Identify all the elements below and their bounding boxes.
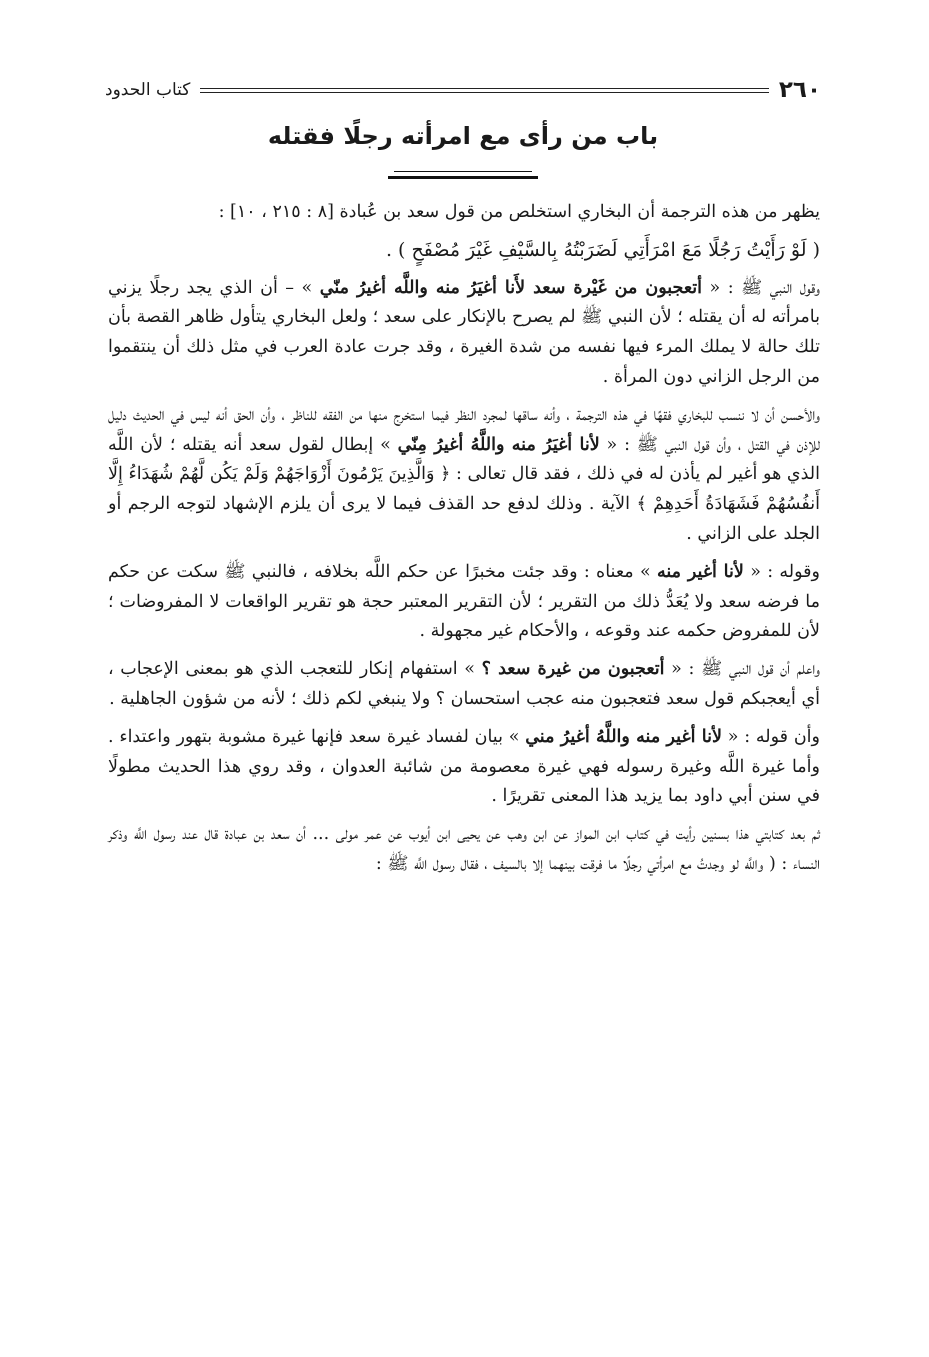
hadith-quote: أتعجبون من غَيْرة سعد لأَنا أغيَرُ منه واللَّه أغيرُ منّي [319,277,703,298]
text-run: ثم بعد كتابتي هذا بسنين رأيت في كتاب ابن المواز عن ابن وهب عن يحيى ابن أيوب عن عمر مولى ... أن سعد بن عبادة قال عند رسول اللَّه وذكر النساء : ( واللَّه لو وجدتُ مع امرأتي رجلًا ما فرقت بينهما إلا بالسيف ، فقال رسول اللَّه ﷺ : [108,824,820,874]
text-run: وقول النبي ﷺ : « [702,277,820,298]
hadith-quote: لأنا أغيَرُ منه واللَّهُ أغيرُ مِنّي [397,434,600,455]
chapter-title: باب من رأى مع امرأته رجلًا فقتله [267,122,659,150]
quoted-hadith [108,236,820,266]
paragraph [108,274,820,393]
hadith-quote: لأنا أغير منه [657,561,744,582]
text-run: » معناه : وقد جئت مخبرًا عن حكم اللَّه بخلافه ، فالنبي ﷺ سكت عن حكم ما فرضه سعد ولا يُعَدُّ ذلك من التقرير ؛ لأن التقرير المعتبر حجة هو تقرير الواقعات لا المفروضات ؛ لأن للمفروض حكمه عند وقوعه ، والأحكام غير مجهولة . [108,561,820,642]
paragraph [108,198,820,228]
title-underline [388,176,538,179]
text-run: » – أن الذي يجد رجلًا يزني بامرأته له أن يقتله ؛ لأن النبي ﷺ لم يصرح بالإنكار على سعد ؛ ولعل البخاري يتأول ظاهر القصة بأن تلك حالة لا يملك المرء فيها نفسه من شدة الغيرة ، وقد جرت عادة العرب في مثل ذلك أن ينتقموا من الرجل الزاني دون المرأة . [108,277,820,387]
page-number: ٢٦٠ [778,77,821,103]
paragraph [108,723,820,812]
hadith-quote: أتعجبون من غيرة سعد ؟ [481,659,665,680]
paragraph [108,558,820,647]
header-rule [200,88,768,93]
paragraph [108,401,820,550]
text-run: وأن قوله : « [721,726,820,747]
text-run: وقوله : « [743,561,820,582]
text-run: ( لَوْ رَأَيْتُ رَجُلًا مَعَ امْرَأَتِي لَضَرَبْتُهُ بِالسَّيْفِ غَيْرَ مُصْفَحٍ ) . [385,238,820,261]
paragraph [108,820,820,880]
running-title: كتاب الحدود [105,80,191,100]
hadith-quote: لأنا أغير منه واللَّهُ أغيرُ مني [525,726,722,747]
text-run: » استفهام إنكار للتعجب الذي هو بمعنى الإعجاب ، أي أيعجبكم قول سعد فتعجبون منه عجب استحسان ؟ ولا ينبغي لكم ذلك ؛ لأنه من شؤون الجاهلية . [108,659,820,709]
text-run: » بيان لفساد غيرة سعد فإنها غيرة مشوبة بتهور واعتداء . وأما غيرة اللَّه وغيرة رسوله فهي غيرة معصومة من شائبة العدوان ، وقد روي هذا الحديث مطولًا في سنن أبي داود بما يزيد هذا المعنى تقريرًا . [108,726,820,807]
paragraph [108,655,820,715]
text-run: » إبطال لقول سعد أنه يقتله ؛ لأن اللَّه الذي هو أغير لم يأذن له في ذلك ، فقد قال تعالى : ﴿ وَالَّذِينَ يَرْمُونَ أَزْوَاجَهُمْ وَلَمْ يَكُن لَّهُمْ شُهَدَاءُ إِلَّا أَنفُسُهُمْ فَشَهَادَةُ أَحَدِهِمْ ﴾ الآية . وذلك لدفع حد القذف فيما لا يرى أن يلزم الإشهاد لتوجه الرجم أو الجلد على الزاني . [108,434,820,544]
text-run: واعلم أن قول النبي ﷺ : « [664,659,820,680]
title-underline-thin [394,171,532,172]
text-run: يظهر من هذه الترجمة أن البخاري استخلص من قول سعد بن عُبادة [٨ : ٢١٥ ، ١٠] : [218,202,820,222]
text-run: والأحسن أن لا ننسب للبخاري فقهًا في هذه الترجمة ، وأنه ساقها لمجرد النظر فيما استخرج منها من الفقه للناظر ، وأن الحق أنه ليس في الحديث دليل للإذن في القتل ، وأن قول النبي ﷺ : « [108,404,820,455]
body-text [108,198,820,888]
page-header [105,70,821,110]
